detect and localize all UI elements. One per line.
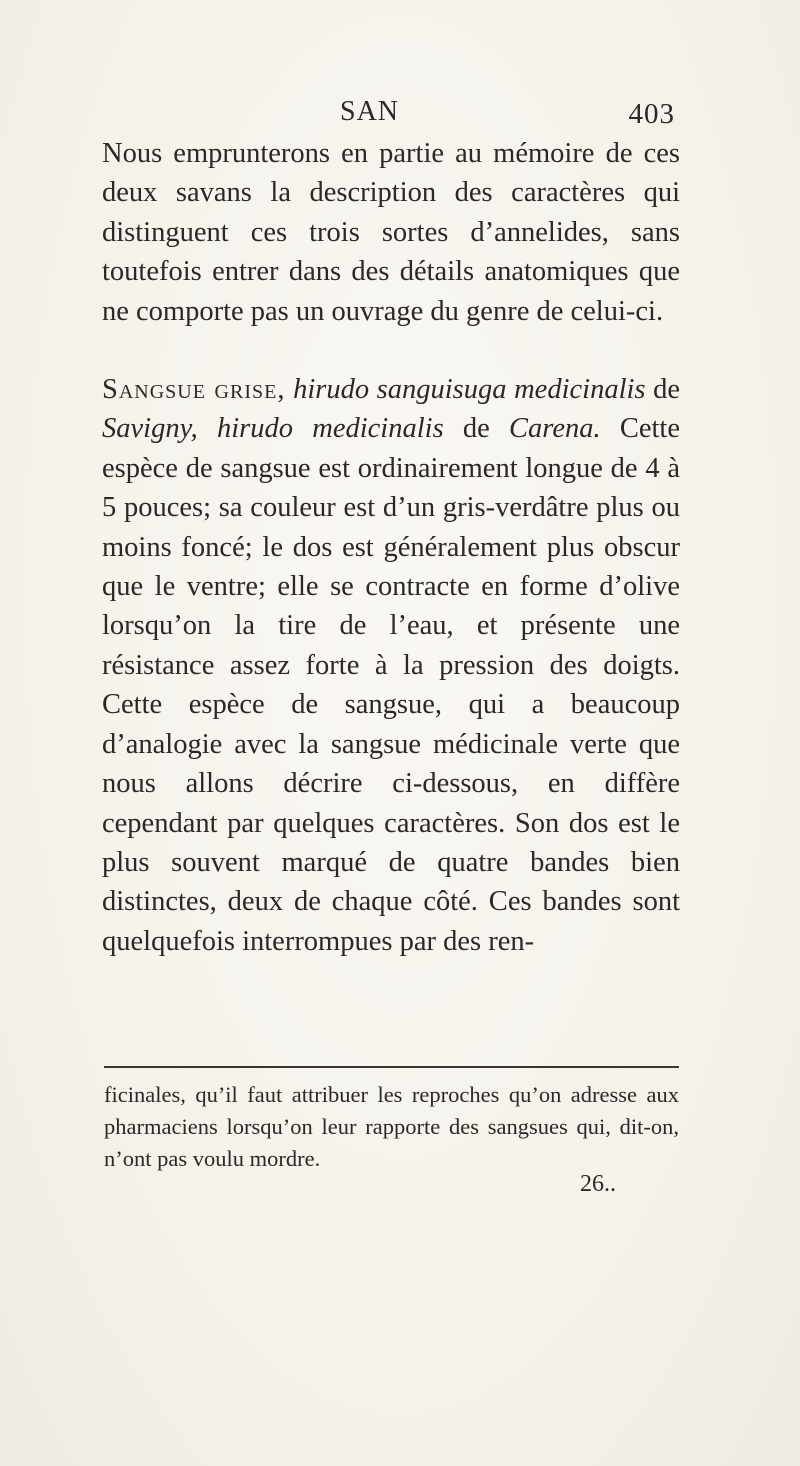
- word-de-2: de: [462, 413, 490, 445]
- latin-name-1: hirudo sanguisuga medicinalis: [293, 374, 646, 406]
- paragraph-2-body: Cette espèce de sangsue est ordinairement longue de 4 à 5 pouces; sa couleur est d’un gris-verdâtre plus ou moins foncé; le dos est généralement plus obscur que le ventre; elle se contracte en forme d’olive lorsqu’on la tire de l’eau, et présente une résistance assez forte à la pression des doigts. Cette espèce de sangsue, qui a beaucoup d’analogie avec la sangsue médicinale verte que nous allons décrire ci-dessous, en diffère cependant par quelques caractères. Son dos est le plus souvent marqué de quatre bandes bien distinctes, deux de chaque côté. Ces bandes sont quelquefois interrompues par des ren-: [102, 413, 680, 957]
- entry-heading: Sangsue grise,: [102, 374, 286, 406]
- page-number: 403: [628, 98, 675, 130]
- paragraph-2: [102, 370, 680, 961]
- footnote-rule: [104, 1066, 679, 1068]
- footnote-text: ficinales, qu’il faut attribuer les reproches qu’on adresse aux pharmaciens lorsqu’on leur rapporte des sangsues qui, dit-on, n’ont pas voulu mordre.: [104, 1082, 679, 1171]
- separator-comma: ,: [190, 413, 198, 445]
- author-savigny: Savigny: [102, 413, 191, 445]
- author-carena: Carena.: [509, 413, 601, 445]
- paragraph-1: Nous emprunterons en partie au mémoire de ces deux savans la description des caractères qui distinguent ces trois sortes d’annelides, sans toutefois entrer dans des détails anatomiques que ne comporte pas un ouvrage du genre de celui-ci.: [102, 138, 680, 327]
- signature-mark: 26..: [580, 1171, 616, 1197]
- main-text: [102, 134, 680, 961]
- running-title: SAN: [340, 96, 400, 127]
- latin-name-2: hirudo medicinalis: [217, 413, 444, 445]
- footnote: [104, 1079, 679, 1175]
- word-de-1: de: [653, 374, 680, 406]
